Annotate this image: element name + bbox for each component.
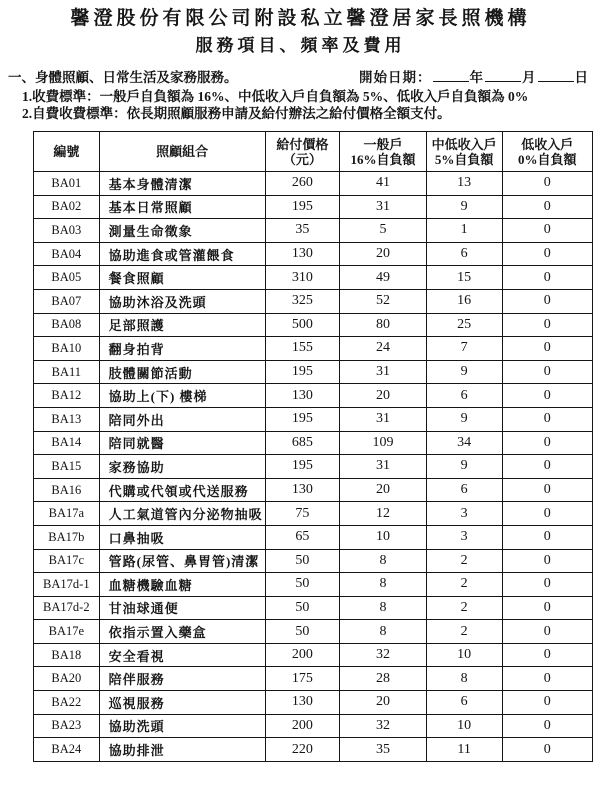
- row-general-copay: 8: [340, 573, 427, 597]
- column-header-midlow: [426, 132, 502, 172]
- row-service-name: 基本日常照顧: [99, 195, 265, 219]
- row-midlow-copay: 13: [426, 172, 502, 196]
- table-row: [34, 738, 593, 762]
- row-low-copay: 0: [502, 172, 592, 196]
- row-service-name: 協助排泄: [99, 738, 265, 762]
- table-row: [34, 360, 593, 384]
- row-general-copay: 20: [340, 478, 427, 502]
- row-code: BA05: [34, 266, 100, 290]
- row-service-name: 餐食照顧: [99, 266, 265, 290]
- row-service-name: 基本身體清潔: [99, 172, 265, 196]
- page-title: 馨澄股份有限公司附設私立馨澄居家長照機構: [70, 8, 531, 29]
- row-service-name: 測量生命徵象: [99, 219, 265, 243]
- row-low-copay: 0: [502, 667, 592, 691]
- row-low-copay: 0: [502, 714, 592, 738]
- row-code: BA02: [34, 195, 100, 219]
- table-row: [34, 596, 593, 620]
- row-low-copay: 0: [502, 195, 592, 219]
- row-price: 310: [265, 266, 340, 290]
- row-code: BA01: [34, 172, 100, 196]
- row-service-name: 血糖機驗血糖: [99, 573, 265, 597]
- row-low-copay: 0: [502, 738, 592, 762]
- section-line: [8, 66, 593, 86]
- row-service-name: 管路(尿管、鼻胃管)清潔: [99, 549, 265, 573]
- column-header-general-line: 16%自負額: [350, 151, 416, 167]
- row-general-copay: 32: [340, 643, 427, 667]
- row-midlow-copay: 6: [426, 691, 502, 715]
- row-code: BA17b: [34, 525, 100, 549]
- table-row: [34, 714, 593, 738]
- note-fee-standard: 1.收費標準：一般戶自負額為 16%、中低收入戶自負額為 5%、低收入戶自負額為 0%: [22, 89, 529, 104]
- row-price: 200: [265, 714, 340, 738]
- row-service-name: 陪伴服務: [99, 667, 265, 691]
- row-service-name: 足部照護: [99, 313, 265, 337]
- row-low-copay: 0: [502, 384, 592, 408]
- row-code: BA03: [34, 219, 100, 243]
- table-row: [34, 478, 593, 502]
- note-selfpay-standard: 2.自費收費標準：依長期照顧服務申請及給付辦法之給付價格全額支付。: [22, 105, 451, 121]
- table-row: [34, 266, 593, 290]
- column-header-low-line: 低收入戶: [521, 136, 574, 152]
- row-general-copay: 20: [340, 384, 427, 408]
- row-low-copay: 0: [502, 502, 592, 526]
- row-low-copay: 0: [502, 407, 592, 431]
- row-general-copay: 49: [340, 266, 427, 290]
- row-midlow-copay: 1: [426, 219, 502, 243]
- row-midlow-copay: 11: [426, 738, 502, 762]
- row-code: BA17d-1: [34, 573, 100, 597]
- row-midlow-copay: 9: [426, 360, 502, 384]
- row-midlow-copay: 10: [426, 714, 502, 738]
- row-code: BA17c: [34, 549, 100, 573]
- table-row: [34, 195, 593, 219]
- row-low-copay: 0: [502, 573, 592, 597]
- row-general-copay: 32: [340, 714, 427, 738]
- row-midlow-copay: 9: [426, 455, 502, 479]
- row-general-copay: 41: [340, 172, 427, 196]
- row-general-copay: 8: [340, 549, 427, 573]
- table-row: [34, 242, 593, 266]
- row-low-copay: 0: [502, 620, 592, 644]
- row-price: 500: [265, 313, 340, 337]
- row-low-copay: 0: [502, 549, 592, 573]
- table-row: [34, 289, 593, 313]
- row-low-copay: 0: [502, 313, 592, 337]
- day-blank-line: [538, 68, 574, 82]
- start-date-line: [359, 66, 589, 86]
- table-row: [34, 431, 593, 455]
- row-price: 175: [265, 667, 340, 691]
- table-row: [34, 525, 593, 549]
- row-general-copay: 31: [340, 360, 427, 384]
- row-price: 65: [265, 525, 340, 549]
- row-price: 35: [265, 219, 340, 243]
- row-code: BA18: [34, 643, 100, 667]
- row-general-copay: 8: [340, 596, 427, 620]
- table-row: [34, 549, 593, 573]
- row-low-copay: 0: [502, 266, 592, 290]
- row-midlow-copay: 3: [426, 502, 502, 526]
- table-row: [34, 337, 593, 361]
- row-general-copay: 52: [340, 289, 427, 313]
- row-code: BA08: [34, 313, 100, 337]
- row-general-copay: 31: [340, 455, 427, 479]
- row-code: BA13: [34, 407, 100, 431]
- section-heading: 一、身體照顧、日常生活及家務服務。: [8, 70, 238, 85]
- row-price: 50: [265, 596, 340, 620]
- row-general-copay: 5: [340, 219, 427, 243]
- row-code: BA10: [34, 337, 100, 361]
- row-midlow-copay: 2: [426, 620, 502, 644]
- row-price: 75: [265, 502, 340, 526]
- row-service-name: 翻身拍背: [99, 337, 265, 361]
- row-price: 685: [265, 431, 340, 455]
- row-general-copay: 31: [340, 407, 427, 431]
- row-low-copay: 0: [502, 525, 592, 549]
- row-price: 195: [265, 195, 340, 219]
- row-midlow-copay: 9: [426, 407, 502, 431]
- fee-table: [33, 131, 593, 762]
- row-price: 260: [265, 172, 340, 196]
- row-general-copay: 80: [340, 313, 427, 337]
- row-code: BA20: [34, 667, 100, 691]
- row-low-copay: 0: [502, 337, 592, 361]
- row-service-name: 協助洗頭: [99, 714, 265, 738]
- row-midlow-copay: 6: [426, 384, 502, 408]
- row-price: 130: [265, 242, 340, 266]
- row-price: 325: [265, 289, 340, 313]
- row-midlow-copay: 16: [426, 289, 502, 313]
- row-code: BA17d-2: [34, 596, 100, 620]
- row-low-copay: 0: [502, 643, 592, 667]
- row-general-copay: 24: [340, 337, 427, 361]
- row-low-copay: 0: [502, 242, 592, 266]
- row-code: BA17a: [34, 502, 100, 526]
- row-service-name: 依指示置入藥盒: [99, 620, 265, 644]
- column-header-low: [502, 132, 592, 172]
- row-price: 195: [265, 407, 340, 431]
- table-row: [34, 172, 593, 196]
- row-service-name: 口鼻抽吸: [99, 525, 265, 549]
- row-code: BA17e: [34, 620, 100, 644]
- column-header-general-line: 一般戶: [363, 136, 403, 152]
- row-low-copay: 0: [502, 596, 592, 620]
- table-row: [34, 313, 593, 337]
- month-blank-line: [485, 68, 521, 82]
- row-price: 200: [265, 643, 340, 667]
- row-code: BA16: [34, 478, 100, 502]
- row-midlow-copay: 3: [426, 525, 502, 549]
- row-midlow-copay: 6: [426, 242, 502, 266]
- row-price: 195: [265, 360, 340, 384]
- row-code: BA22: [34, 691, 100, 715]
- row-midlow-copay: 2: [426, 549, 502, 573]
- table-row: [34, 219, 593, 243]
- row-low-copay: 0: [502, 360, 592, 384]
- table-row: [34, 384, 593, 408]
- day-label: 日: [574, 70, 589, 85]
- column-header-midlow-line: 中低收入戶: [431, 136, 497, 152]
- row-service-name: 陪同外出: [99, 407, 265, 431]
- row-midlow-copay: 10: [426, 643, 502, 667]
- row-low-copay: 0: [502, 455, 592, 479]
- row-general-copay: 35: [340, 738, 427, 762]
- table-row: [34, 407, 593, 431]
- table-row: [34, 620, 593, 644]
- row-code: BA15: [34, 455, 100, 479]
- row-price: 220: [265, 738, 340, 762]
- start-date-label: 開始日期：: [359, 70, 432, 85]
- column-header-code-line: 編號: [53, 144, 80, 159]
- row-code: BA24: [34, 738, 100, 762]
- table-row: [34, 455, 593, 479]
- column-header-price-line: （元）: [282, 151, 322, 167]
- year-label: 年: [469, 70, 484, 85]
- row-low-copay: 0: [502, 219, 592, 243]
- row-code: BA07: [34, 289, 100, 313]
- row-code: BA04: [34, 242, 100, 266]
- row-midlow-copay: 6: [426, 478, 502, 502]
- row-midlow-copay: 9: [426, 195, 502, 219]
- column-header-midlow-line: 5%自負額: [434, 151, 494, 167]
- row-price: 50: [265, 573, 340, 597]
- page-subtitle: 服務項目、頻率及費用: [195, 36, 406, 55]
- month-label: 月: [522, 70, 537, 85]
- row-service-name: 協助上(下) 樓梯: [99, 384, 265, 408]
- row-service-name: 人工氣道管內分泌物抽吸: [99, 502, 265, 526]
- row-price: 195: [265, 455, 340, 479]
- row-general-copay: 20: [340, 242, 427, 266]
- row-midlow-copay: 25: [426, 313, 502, 337]
- table-row: [34, 502, 593, 526]
- row-general-copay: 109: [340, 431, 427, 455]
- table-row: [34, 667, 593, 691]
- row-midlow-copay: 7: [426, 337, 502, 361]
- row-midlow-copay: 2: [426, 596, 502, 620]
- row-service-name: 陪同就醫: [99, 431, 265, 455]
- row-price: 50: [265, 549, 340, 573]
- row-general-copay: 8: [340, 620, 427, 644]
- row-midlow-copay: 34: [426, 431, 502, 455]
- row-code: BA12: [34, 384, 100, 408]
- column-header-service-line: 照顧組合: [156, 144, 209, 159]
- notes-block: [22, 89, 593, 122]
- row-service-name: 肢體關節活動: [99, 360, 265, 384]
- column-header-price: [265, 132, 340, 172]
- row-service-name: 家務協助: [99, 455, 265, 479]
- column-header-general: [340, 132, 427, 172]
- row-general-copay: 12: [340, 502, 427, 526]
- table-row: [34, 643, 593, 667]
- row-service-name: 甘油球通便: [99, 596, 265, 620]
- column-header-code: [34, 132, 100, 172]
- row-general-copay: 20: [340, 691, 427, 715]
- row-price: 130: [265, 384, 340, 408]
- row-price: 130: [265, 478, 340, 502]
- column-header-low-line: 0%自負額: [518, 151, 577, 167]
- row-general-copay: 10: [340, 525, 427, 549]
- row-low-copay: 0: [502, 478, 592, 502]
- row-service-name: 協助進食或管灌餵食: [99, 242, 265, 266]
- row-midlow-copay: 2: [426, 573, 502, 597]
- row-midlow-copay: 15: [426, 266, 502, 290]
- row-low-copay: 0: [502, 431, 592, 455]
- row-low-copay: 0: [502, 691, 592, 715]
- row-low-copay: 0: [502, 289, 592, 313]
- row-midlow-copay: 8: [426, 667, 502, 691]
- row-price: 130: [265, 691, 340, 715]
- row-price: 50: [265, 620, 340, 644]
- column-header-service: [99, 132, 265, 172]
- row-service-name: 協助沐浴及洗頭: [99, 289, 265, 313]
- table-row: [34, 573, 593, 597]
- column-header-price-line: 給付價格: [276, 136, 329, 152]
- row-service-name: 代購或代領或代送服務: [99, 478, 265, 502]
- table-header-row: [34, 132, 593, 172]
- row-general-copay: 31: [340, 195, 427, 219]
- row-service-name: 安全看視: [99, 643, 265, 667]
- row-price: 155: [265, 337, 340, 361]
- row-general-copay: 28: [340, 667, 427, 691]
- year-blank-line: [433, 68, 469, 82]
- row-service-name: 巡視服務: [99, 691, 265, 715]
- row-code: BA11: [34, 360, 100, 384]
- row-code: BA23: [34, 714, 100, 738]
- table-row: [34, 691, 593, 715]
- row-code: BA14: [34, 431, 100, 455]
